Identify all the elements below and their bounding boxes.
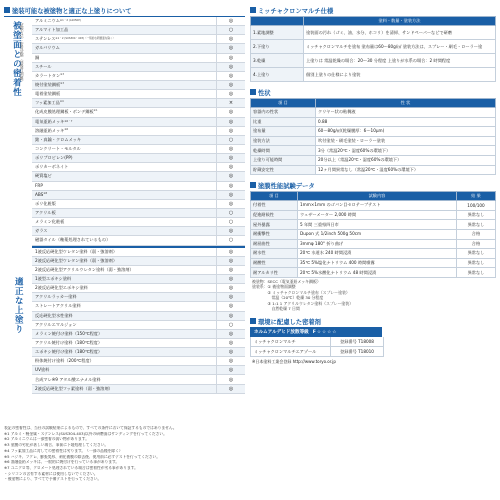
adhesion-rating: ○: [216, 136, 245, 144]
topcoat-name: アクリルエマルジョン: [35, 321, 77, 327]
spec-table: 塗料・数量・塗装方法 1.素地調整 塗装面の汚れ（ゴミ、油、水分、ホコリ）を清掃、サンドペーパーなどで研磨 2.下塗り ミッチャクロンマルチを塗布 塗布量は60〜80g/㎡ 塗装方法は、スプレー・刷毛・ローラー塗 3.乾燥 上塗りは 常温乾燥の場合：20〜30 分程度 上塗りが水系の場合：2 時間程度 4.上塗り 個別上塗りの仕様により塗装: [250, 16, 496, 82]
row-key: 塗布量: [251, 127, 316, 137]
square-bullet-icon: [4, 7, 10, 13]
square-bullet-icon: [250, 182, 256, 188]
adhesion-rating: ◎: [216, 154, 245, 162]
adhesion-rating: ◎: [216, 227, 245, 235]
table-row: [251, 268, 496, 278]
topcoat-row: [32, 302, 245, 311]
substrate-name: ポリプロピレン(PP): [35, 155, 73, 161]
section-heading: 塗膜性能試験データ: [250, 179, 496, 191]
adhesion-rating: ◎: [216, 172, 245, 180]
row-value: 12ヶ月間異常なし（常温20℃・湿度60%の環境下）: [316, 165, 496, 175]
substrate-row: [32, 72, 245, 81]
test-result: 異常なし: [457, 258, 496, 268]
topcoat-name: 1液型エポキシ塗料: [35, 276, 72, 281]
topcoat-rating: ◎: [216, 357, 245, 365]
topcoat-name: UV塗料: [35, 367, 50, 373]
section-heading: 環境に配慮した密着剤: [250, 315, 496, 327]
test-note-line: 塗装系：① 被塗物面調整: [252, 284, 296, 290]
row-key: 2.下塗り: [251, 40, 304, 54]
topcoat-rating: ◎: [216, 366, 245, 374]
topcoat-rating: ◎: [216, 375, 245, 383]
substrate-row: [32, 172, 245, 181]
test-note-line: ② ミッチャクロンマルチ塗布（スプレー塗装）: [252, 289, 350, 295]
substrate-name: ステンレス$^{※1・2 (SUS304・403)(一般的な研磨面を除く)}$: [35, 36, 116, 42]
topcoat-rating: ◎: [216, 302, 245, 310]
test-note-line: ③ 1:1 1 アクリルウレタン塗料（スプレー塗装）: [252, 300, 354, 306]
substrate-row: [32, 136, 245, 145]
adhesion-rating: ◎: [216, 200, 245, 208]
footnote-line: ※5 ハジキ、フクレ、膨張変形、剥化被膜の除去後、使用前に必ずテストを行ってください。: [4, 454, 161, 459]
substrate-name: 銘・真鍮・クロムメッキ: [35, 136, 82, 142]
adhesion-rating: ◎: [216, 163, 245, 171]
substrate-name: コンクリート・モルタル: [35, 146, 81, 152]
topcoat-name: エポキシ焼付け塗料（180℃程度）: [35, 349, 103, 355]
topcoat-name: 1液反応硬化型ウレタン塗料（弱・強溶剤）: [35, 248, 118, 254]
adhesion-rating: ◎: [216, 17, 245, 25]
row-key: 容器内の性状: [251, 108, 316, 118]
table-row: [251, 40, 496, 54]
topcoat-rating: ◎: [216, 348, 245, 356]
footnotes: [4, 426, 245, 483]
substrate-row: [32, 145, 245, 154]
adhesion-rating: ◎: [216, 54, 245, 62]
topcoat-rating: ◎: [216, 339, 245, 347]
square-bullet-icon: [250, 318, 256, 324]
topcoat-name: 2液反応硬化型アクリルウレタン塗料（弱・強溶剤）: [35, 266, 134, 272]
registration-row: [250, 337, 384, 347]
topcoat-name: 2液反応硬化型フッ素塗料（弱・強溶剤）: [35, 385, 113, 391]
substrate-name: 銅: [35, 54, 40, 60]
topcoat-row: [32, 348, 245, 357]
test-method: Dupon 式 1/2inch 500g 50cm: [298, 229, 457, 239]
row-key: 比重: [251, 117, 316, 127]
topcoat-name: メラミン焼付け塗料（150℃程度）: [35, 330, 103, 336]
substrate-row: [32, 90, 245, 99]
test-item: 促進耐候性: [251, 210, 298, 220]
test-method: 3mmφ 180° 折り曲げ: [298, 239, 457, 249]
substrate-row: [32, 191, 245, 200]
substrate-row: [32, 81, 245, 90]
topcoat-rating: ◎: [216, 330, 245, 338]
topcoat-group-label: 適正な上塗り: [13, 277, 24, 334]
substrate-name: 焼付塗装鋼板$^{※3}$: [35, 82, 64, 88]
row-value: 60〜80g/㎡(乾燥膜厚：6〜10μm): [316, 127, 496, 137]
substrate-name: アルミニウム$^{※1・2 (A1050P)}$: [35, 18, 81, 24]
substrate-name: アルマイト加工品: [35, 27, 69, 33]
adhesion-rating: ◎: [216, 81, 245, 89]
adhesion-rating: ◎: [216, 44, 245, 52]
substrate-row: [32, 163, 245, 172]
adhesion-rating: ◎: [216, 108, 245, 116]
table-row: [251, 108, 496, 118]
substrate-row: [32, 17, 245, 26]
compatibility-rows: [32, 17, 245, 394]
formaldehyde-grade-banner: ホルムアルデヒド放散等級 F☆☆☆☆: [250, 327, 382, 337]
substrate-row: [32, 200, 245, 209]
substrate-row: [32, 118, 245, 127]
footnote-line: ※1 アルミ・軽金属・ステンレス(SUS304-403)以外の研磨面はサンディングを行ってください。: [4, 431, 167, 436]
compatibility-table: [4, 16, 245, 394]
test-result: 異常なし: [457, 210, 496, 220]
footnote-line: ※7 ユニクロ等、クロメート処理されている場合は密着性が劣る事があります。: [4, 465, 138, 470]
adhesion-rating: ◎: [216, 118, 245, 126]
table-row: [251, 136, 496, 146]
registration-number: 登録番号 T18010: [330, 347, 383, 356]
topcoat-row: [32, 357, 245, 366]
topcoat-rating: ◎: [216, 385, 245, 393]
topcoat-row: [32, 266, 245, 275]
row-value: クリヤー状の粘稠液: [316, 108, 496, 118]
row-value: 0.88: [316, 117, 496, 127]
footnote-line: ・シリコンの含有する素材には使用しないでください。: [4, 471, 98, 476]
environment-section: [250, 315, 496, 365]
square-bullet-icon: [250, 7, 256, 13]
footnote-line: ※3 塗膜の劣化が著しい場合、事前に下地処理してください。: [4, 443, 109, 448]
table-row: [251, 54, 496, 68]
substrate-row: [32, 108, 245, 117]
adhesion-rating: ◎: [216, 127, 245, 135]
footnote-line: ※6 溶融亜鉛メッキは、一般的に焼付けを行っている事があります。: [4, 460, 120, 465]
topcoat-name: アクリルラッカー塗料: [35, 294, 77, 300]
properties-section: [250, 86, 496, 175]
table-row: [251, 220, 496, 230]
row-key: 貯蔵安定性: [251, 165, 316, 175]
topcoat-row: [32, 257, 245, 266]
substrate-name: 溶融亜鉛メッキ$^{※6}$: [35, 127, 69, 133]
row-value: 塗装面の汚れ（ゴミ、油、水分、ホコリ）を清掃、サンドペーパーなどで研磨: [304, 26, 496, 40]
row-value: 3分（常温20℃・湿度60%の環境下）: [316, 146, 496, 156]
row-key: 4.上塗り: [251, 68, 304, 82]
test-result: 異常なし: [457, 268, 496, 278]
footnote-line: ・被塗物により、すべてで予備テストを行ってください。: [4, 477, 102, 482]
topcoat-name: 反応硬化型水性塗料: [35, 312, 73, 318]
row-key: 上塗り可能時間: [251, 155, 316, 165]
table-row: [251, 117, 496, 127]
topcoat-rows: [32, 248, 245, 394]
substrate-row: [32, 236, 245, 245]
substrate-row: [32, 26, 245, 35]
substrate-compatibility-section: [4, 4, 245, 394]
test-method: 35℃ 5%塩化ナトリウム 400 時間噴霧: [298, 258, 457, 268]
test-method: 1mm×1mm のゴバン目セロテープテスト: [298, 201, 457, 211]
test-result: 異常なし: [457, 220, 496, 230]
topcoat-rating: ◎: [216, 257, 245, 265]
substrate-row: [32, 209, 245, 218]
topcoat-name: 粉体焼付け塗料（200℃程度）: [35, 358, 94, 364]
substrate-name: フッ素加工品$^{※4}$: [35, 100, 64, 106]
table-row: [251, 26, 496, 40]
adhesion-rating: ◎: [216, 191, 245, 199]
section-heading: 性状: [250, 86, 496, 98]
row-key: 3.乾燥: [251, 54, 304, 68]
topcoat-rating: ○: [216, 321, 245, 329]
row-value: 20分以上（常温20℃・湿度60%の環境下）: [316, 155, 496, 165]
topcoat-rating: ◎: [216, 284, 245, 292]
test-item: 耐アルカリ性: [251, 268, 298, 278]
substrate-row: [32, 99, 245, 108]
table-row: [251, 249, 496, 259]
table-row: [251, 258, 496, 268]
topcoat-row: [32, 366, 245, 375]
row-key: 塗装方法: [251, 136, 316, 146]
square-bullet-icon: [250, 89, 256, 95]
topcoat-name: アクリル焼付け塗料（180℃程度）: [35, 339, 103, 345]
topcoat-row: [32, 385, 245, 394]
section-heading: 塗装可能な被塗物と適正な上塗りについて: [4, 4, 245, 16]
test-item: 屋外暴露: [251, 220, 298, 230]
test-item: 付着性: [251, 201, 298, 211]
substrate-row: [32, 44, 245, 53]
row-value: ミッチャクロンマルチを塗布 塗布量は60〜80g/㎡ 塗装方法は、スプレー・刷毛・ローラー塗: [304, 40, 496, 54]
substrate-group-label: 被塗面との密着性 試験方法：密着試験（碁盤目剥離）: [11, 21, 26, 97]
substrate-name: FRP: [35, 183, 43, 189]
test-method: 20℃ 5%水酸化ナトリウム 48 時間浸漬: [298, 268, 457, 278]
adhesion-rating: ◎: [216, 182, 245, 190]
topcoat-rating: ◎: [216, 248, 245, 256]
table-row: [251, 165, 496, 175]
substrate-name: ABS$^{※8}$: [35, 192, 48, 198]
test-item: 耐酸性: [251, 258, 298, 268]
adhesion-rating: ○: [216, 236, 245, 244]
substrate-row: [32, 127, 245, 136]
topcoat-row: [32, 275, 245, 284]
substrate-row: [32, 154, 245, 163]
table-row: [251, 127, 496, 137]
topcoat-rating: ◎: [216, 312, 245, 320]
substrate-name: ポリ化粧版: [35, 200, 56, 206]
substrate-name: ガルバリウム: [35, 45, 60, 51]
substrate-name: アクリル板: [35, 210, 56, 216]
topcoat-name: ストレートアクリル塗料: [35, 303, 81, 309]
topcoat-row: [32, 284, 245, 293]
topcoat-name: 2液反応硬化型ウレタン塗料（弱・強溶剤）: [35, 257, 118, 263]
topcoat-row: [32, 293, 245, 302]
test-note-line: 常温（20℃）乾燥 30 分程度: [252, 295, 324, 301]
test-result: 合格: [457, 239, 496, 249]
table-row: [251, 210, 496, 220]
footnote-line: 表記の密着性は、当社の試験結果によるもので、すべての条件において保証するものではありません。: [4, 426, 177, 430]
adhesion-rating: ◎: [216, 145, 245, 153]
table-row: [251, 229, 496, 239]
topcoat-row: [32, 248, 245, 257]
test-item: 耐水性: [251, 249, 298, 259]
test-method: 20℃ 水道水 240 時間浸漬: [298, 249, 457, 259]
test-result: 100/100: [457, 201, 496, 211]
right-column: [250, 4, 496, 365]
adhesion-rating: ◎: [216, 90, 245, 98]
substrate-row: [32, 182, 245, 191]
topcoat-rating: ◎: [216, 275, 245, 283]
registration-row: [250, 347, 384, 357]
topcoat-row: [32, 312, 245, 321]
substrate-name: スチール: [35, 63, 52, 69]
row-key: 乾燥時間: [251, 146, 316, 156]
adhesion-rating: ×: [216, 99, 245, 107]
substrate-row: [32, 54, 245, 63]
test-method: 5 年間 三重県四日市: [298, 220, 457, 230]
spec-section: [250, 4, 496, 82]
test-result: 異常なし: [457, 249, 496, 259]
properties-table: 項 目 性 状 容器内の性状 クリヤー状の粘稠液 比重 0.88 塗布量 60〜80g/㎡(乾燥膜厚：6〜10μm) 塗装方法 吹付塗装・刷毛塗装・ローラー塗装 乾燥時間 3分（常温20℃・湿度60%の環境下） 上塗り可能時間 20分以上（常温20℃・湿度60%の環境下） 貯蔵安定性 12ヶ月間異常なし（常温20℃・湿度60%の環境下）: [250, 98, 496, 175]
substrate-name: 化成皮膜処理鋼板・ボンデ鋼板$^{※1}$: [35, 109, 98, 115]
topcoat-rating: ◎: [216, 266, 245, 274]
row-value: 個別上塗りの仕様により塗装: [304, 68, 496, 82]
row-value: 上塗りは 常温乾燥の場合：20〜30 分程度 上塗りが水系の場合：2 時間程度: [304, 54, 496, 68]
table-row: [251, 146, 496, 156]
row-key: 1.素地調整: [251, 26, 304, 40]
performance-test-table: 項 目 試験内容 結 果 付着性 1mm×1mm のゴバン目セロテープテスト 100/100 促進耐候性 ウェザーメーター 2,000 時間 異常なし 屋外暴露 5 年間 三重県四日市 異常なし 耐衝撃性 Dupon 式 1/2inch 500g 50cm 合格 耐屈曲性 3mmφ 180° 折り曲げ 合格 耐水性 20℃ 水道水 240 時間浸漬 異常なし 耐酸性 35℃ 5%塩化ナトリウム 400 時間噴霧 異常なし 耐アルカリ性 20℃ 5%水酸化ナトリウム 48 時間浸漬 異常なし: [250, 191, 496, 278]
product-name: ミッチャクロンマルチエアゾール: [254, 348, 317, 354]
substrate-name: メラミン化粧板: [35, 219, 65, 225]
substrate-row: [32, 227, 245, 236]
table-row: [251, 68, 496, 82]
adhesion-rating: ◎: [216, 35, 245, 43]
test-conditions: [250, 279, 496, 311]
adhesion-rating: ○: [216, 209, 245, 217]
registration-number: 登録番号 T18008: [330, 337, 383, 346]
topcoat-rating: ◎: [216, 293, 245, 301]
section-heading: ミッチャクロンマルチ仕様: [250, 4, 496, 16]
topcoat-row: [32, 339, 245, 348]
footnote-line: ※4 フッ素加工品に対しての密着性は劣ります。（一部の品種を除く）: [4, 448, 123, 453]
performance-test-section: [250, 179, 496, 311]
substrate-name: 電着塗装鋼板: [35, 91, 61, 97]
topcoat-name: 2液反応硬化型エポキシ塗料: [35, 285, 88, 291]
table-row: [251, 201, 496, 211]
registration-footer: ※日本塗料工業会登録 http://www.toryo.or.jp: [252, 359, 336, 365]
substrate-name: カラートタン$^{※3}$: [35, 72, 64, 78]
adhesion-rating: ○: [216, 26, 245, 34]
substrate-row: [32, 35, 245, 44]
topcoat-row: [32, 375, 245, 384]
adhesion-rating: ◎: [216, 63, 245, 71]
topcoat-row: [32, 321, 245, 330]
adhesion-rating: ◎: [216, 72, 245, 80]
substrate-row: [32, 218, 245, 227]
footnote-line: ※2 アルミニウムは一部密着の弱い物があります。: [4, 437, 89, 442]
table-row: [251, 155, 496, 165]
substrate-name: ポリカーボネイト: [35, 164, 69, 170]
star-rating: F☆☆☆☆: [312, 329, 338, 335]
substrate-name: 電気亜鉛メッキ$^{※6・7}$: [35, 118, 73, 124]
substrate-name: 硬質塩ビ: [35, 173, 52, 179]
substrate-row: [32, 63, 245, 72]
test-item: 耐衝撃性: [251, 229, 298, 239]
row-value: 吹付塗装・刷毛塗装・ローラー塗装: [316, 136, 496, 146]
table-row: [251, 239, 496, 249]
product-name: ミッチャクロンマルチ: [254, 338, 296, 344]
topcoat-name: 合成マレ※9 アタル酸エナメル塗料: [35, 376, 101, 382]
adhesion-rating: ○: [216, 218, 245, 226]
test-item: 耐屈曲性: [251, 239, 298, 249]
substrate-name: 磁器タイル（釉薬処理されているもの）: [35, 237, 111, 243]
test-note-line: 被塗物：SECC（電気亜鉛メッキ鋼板）: [252, 278, 321, 284]
topcoat-row: [32, 330, 245, 339]
registration-list: [250, 337, 496, 357]
substrate-rows: [32, 17, 245, 246]
test-method: ウェザーメーター 2,000 時間: [298, 210, 457, 220]
test-result: 合格: [457, 229, 496, 239]
test-note-line: 自然乾燥 7 日間: [252, 305, 300, 311]
substrate-name: ガラス: [35, 228, 48, 234]
